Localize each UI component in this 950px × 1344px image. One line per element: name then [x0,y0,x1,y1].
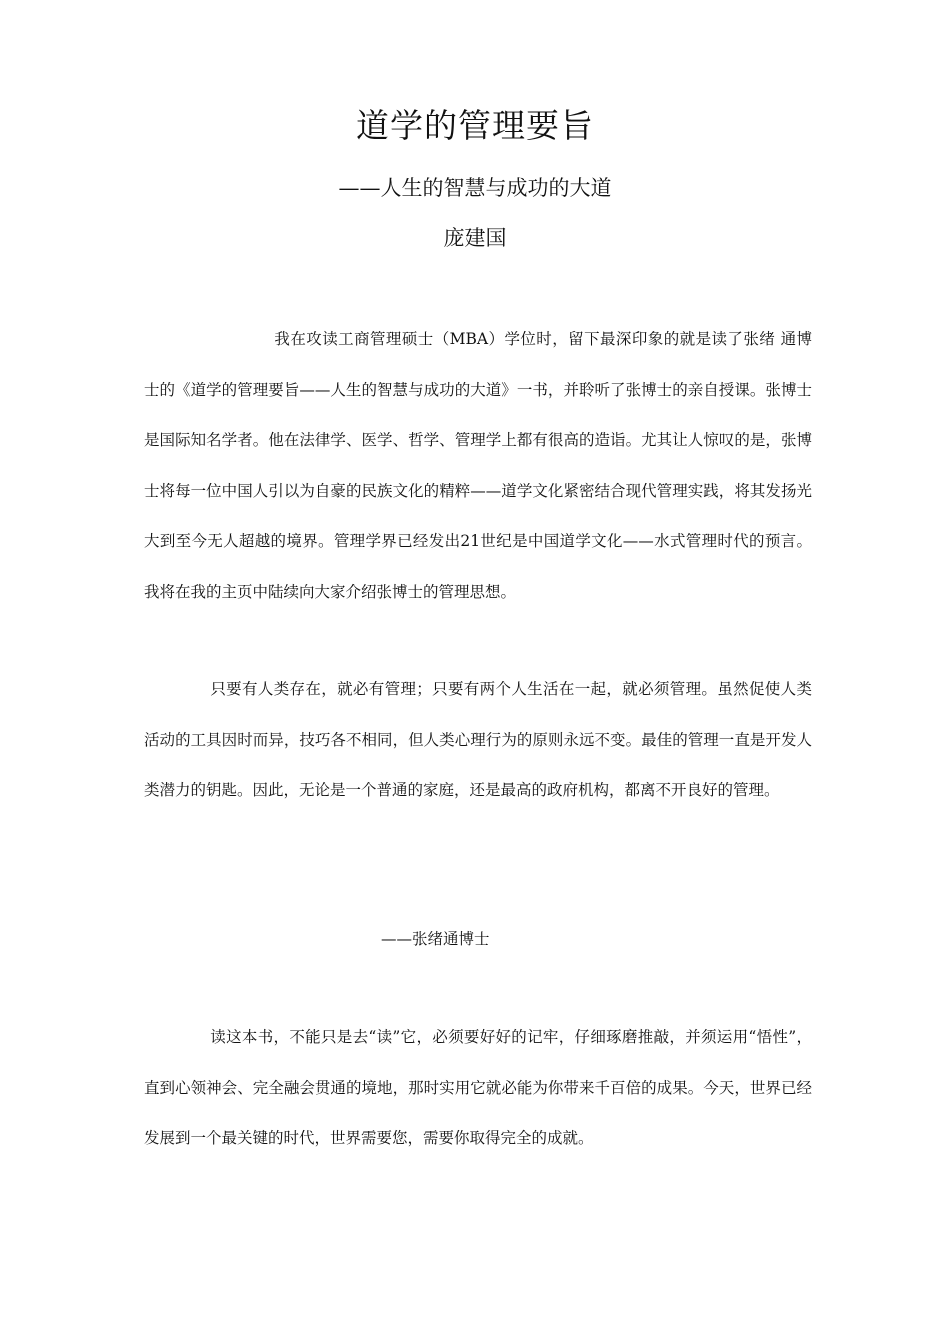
document-title: 道学的管理要旨 [356,106,594,145]
document-author: 庞建国 [443,226,507,250]
paragraph-intro [144,314,812,617]
paragraph-quote [144,664,812,816]
document-subtitle: ——人生的智慧与成功的大道 [338,176,612,200]
paragraph-reading [144,1012,812,1164]
paragraph-intro-text: 我在攻读工商管理硕士（MBA）学位时，留下最深印象的就是读了张绪 通博士的《道学的管理要旨——人生的智慧与成功的大道》一书，并聆听了张博士的亲自授课。张博士是国际知名学者。他在法律学、医学、哲学、管理学上都有很高的造诣。尤其让人惊叹的是，张博士将每一位中国人引以为自豪的民族文化的精粹——道学文化紧密结合现代管理实践，将其发扬光大到至今无人超越的境界。管理学界已经发出21世纪是中国道学文化——水式管理时代的预言。我将在我的主页中陆续向大家介绍张博士的管理思想。 [144,330,812,601]
paragraph-quote-text: 只要有人类存在，就必有管理；只要有两个人生活在一起，就必须管理。虽然促使人类活动的工具因时而异，技巧各不相同，但人类心理行为的原则永远不变。最佳的管理一直是开发人类潜力的钥匙。因此，无论是一个普通的家庭，还是最高的政府机构，都离不开良好的管理。 [144,680,812,799]
paragraph-reading-text: 读这本书，不能只是去“读”它，必须要好好的记牢，仔细琢磨推敲，并须运用“悟性”，直到心领神会、完全融会贯通的境地，那时实用它就必能为你带来千百倍的成果。今天，世界已经发展到一个最关键的时代，世界需要您，需要你取得完全的成就。 [144,1028,812,1147]
quote-signature: ——张绪通博士 [381,930,490,948]
